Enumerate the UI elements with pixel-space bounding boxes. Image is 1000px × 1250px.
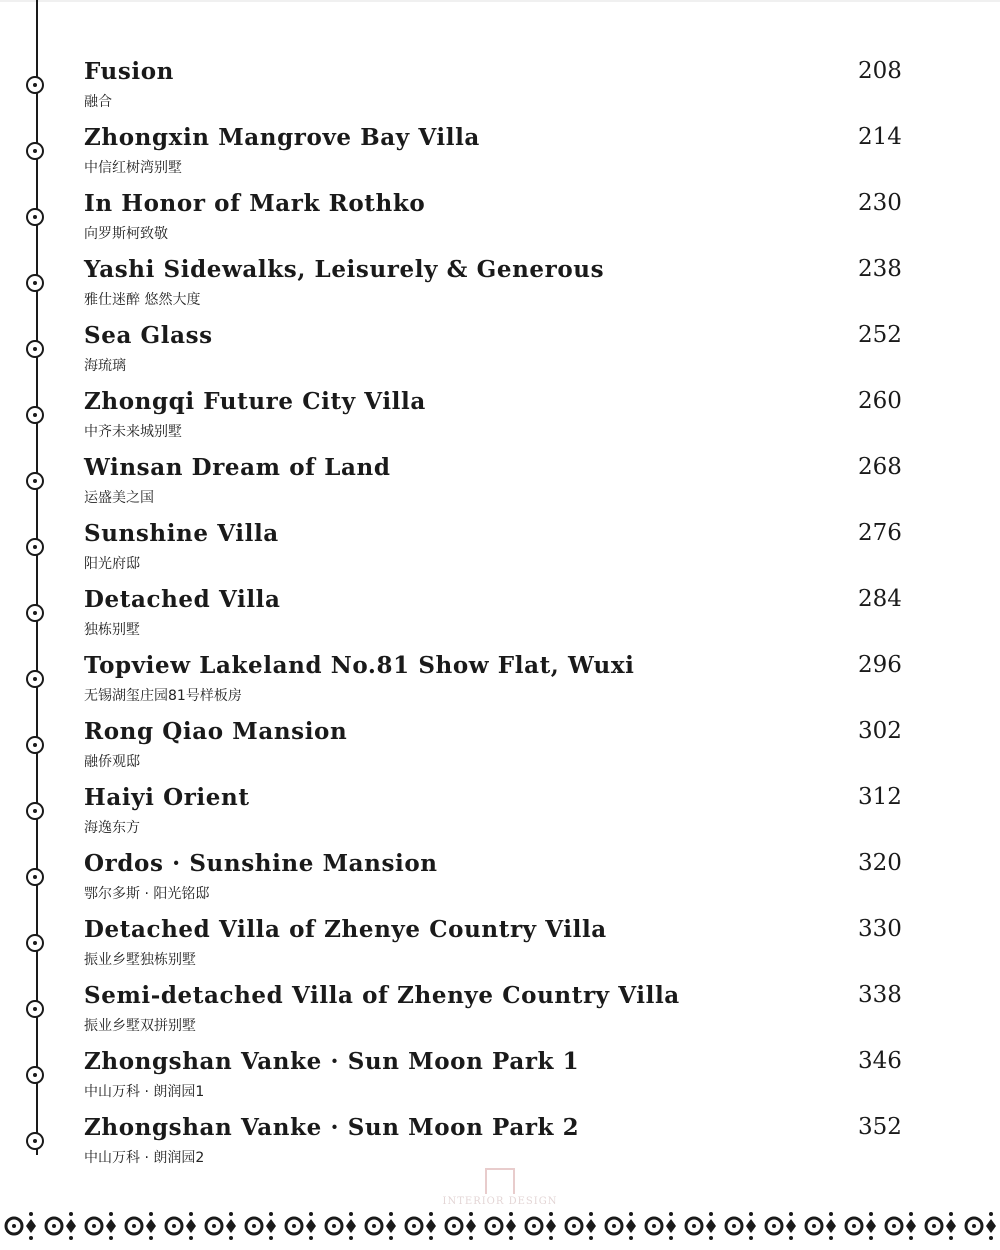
toc-entry[interactable] — [0, 1048, 1000, 1112]
entry-title-cn: 无锡湖玺庄园81号样板房 — [84, 688, 242, 704]
toc-entry[interactable] — [0, 322, 1000, 386]
bullet-circle-icon — [26, 802, 44, 820]
entry-title-cn: 融合 — [84, 94, 112, 110]
entry-title-cn: 独栋别墅 — [84, 622, 140, 638]
entry-page-number: 214 — [858, 124, 902, 150]
entry-title-en[interactable]: Detached Villa of Zhenye Country Villa — [84, 916, 607, 943]
entry-title-cn: 海琉璃 — [84, 358, 126, 374]
toc-entry[interactable] — [0, 850, 1000, 914]
toc-entry[interactable] — [0, 190, 1000, 254]
bullet-circle-icon — [26, 274, 44, 292]
entry-title-cn: 中信红树湾别墅 — [84, 160, 182, 176]
entry-title-cn: 融侨观邸 — [84, 754, 140, 770]
entry-title-en[interactable]: Haiyi Orient — [84, 784, 250, 811]
entry-page-number: 276 — [858, 520, 902, 546]
toc-entry[interactable] — [0, 124, 1000, 188]
bullet-circle-icon — [26, 868, 44, 886]
entry-page-number: 252 — [858, 322, 902, 348]
entry-page-number: 330 — [858, 916, 902, 942]
bullet-circle-icon — [26, 1132, 44, 1150]
entry-title-cn: 振业乡墅双拼别墅 — [84, 1018, 196, 1034]
decorative-border — [0, 1208, 1000, 1244]
bullet-circle-icon — [26, 76, 44, 94]
toc-entry[interactable] — [0, 520, 1000, 584]
entry-title-en[interactable]: Sunshine Villa — [84, 520, 279, 547]
entry-page-number: 284 — [858, 586, 902, 612]
entry-page-number: 320 — [858, 850, 902, 876]
entry-title-en[interactable]: Zhongqi Future City Villa — [84, 388, 426, 415]
bullet-circle-icon — [26, 340, 44, 358]
entry-title-en[interactable]: Sea Glass — [84, 322, 213, 349]
entry-title-cn: 振业乡墅独栋别墅 — [84, 952, 196, 968]
entry-title-en[interactable]: Detached Villa — [84, 586, 281, 613]
toc-entry[interactable] — [0, 256, 1000, 320]
bullet-circle-icon — [26, 142, 44, 160]
toc-entry[interactable] — [0, 982, 1000, 1046]
entry-page-number: 296 — [858, 652, 902, 678]
entry-page-number: 352 — [858, 1114, 902, 1140]
toc-entry[interactable] — [0, 916, 1000, 980]
toc-entry[interactable] — [0, 586, 1000, 650]
bullet-circle-icon — [26, 934, 44, 952]
entry-page-number: 302 — [858, 718, 902, 744]
entry-title-cn: 中齐未来城别墅 — [84, 424, 182, 440]
watermark-text: INTERIOR DESIGN — [442, 1196, 558, 1207]
toc-entry[interactable] — [0, 652, 1000, 716]
entry-title-cn: 雅仕迷醉 悠然大度 — [84, 292, 201, 308]
entry-title-en[interactable]: Topview Lakeland No.81 Show Flat, Wuxi — [84, 652, 635, 679]
bullet-circle-icon — [26, 736, 44, 754]
bullet-circle-icon — [26, 1066, 44, 1084]
entry-title-cn: 海逸东方 — [84, 820, 140, 836]
entry-title-en[interactable]: Semi-detached Villa of Zhenye Country Villa — [84, 982, 680, 1009]
entry-page-number: 230 — [858, 190, 902, 216]
bullet-circle-icon — [26, 1000, 44, 1018]
toc-entry[interactable] — [0, 784, 1000, 848]
entry-title-en[interactable]: Fusion — [84, 58, 174, 85]
entry-title-en[interactable]: Zhongxin Mangrove Bay Villa — [84, 124, 480, 151]
entry-title-en[interactable]: Rong Qiao Mansion — [84, 718, 348, 745]
entry-title-cn: 中山万科 · 朗润园1 — [84, 1084, 205, 1100]
bullet-circle-icon — [26, 538, 44, 556]
entry-page-number: 338 — [858, 982, 902, 1008]
entry-title-cn: 运盛美之国 — [84, 490, 154, 506]
watermark — [440, 1168, 560, 1208]
toc-entry[interactable] — [0, 718, 1000, 782]
entry-title-en[interactable]: In Honor of Mark Rothko — [84, 190, 426, 217]
bullet-circle-icon — [26, 472, 44, 490]
bullet-circle-icon — [26, 208, 44, 226]
entry-page-number: 260 — [858, 388, 902, 414]
entry-title-cn: 中山万科 · 朗润园2 — [84, 1150, 205, 1166]
entry-page-number: 346 — [858, 1048, 902, 1074]
entry-title-en[interactable]: Yashi Sidewalks, Leisurely & Generous — [84, 256, 605, 283]
bullet-circle-icon — [26, 670, 44, 688]
bullet-circle-icon — [26, 406, 44, 424]
toc-entry[interactable] — [0, 58, 1000, 122]
entry-title-en[interactable]: Winsan Dream of Land — [84, 454, 391, 481]
entry-title-en[interactable]: Zhongshan Vanke · Sun Moon Park 2 — [84, 1114, 580, 1141]
entry-page-number: 238 — [858, 256, 902, 282]
toc-entry[interactable] — [0, 388, 1000, 452]
entry-title-cn: 阳光府邸 — [84, 556, 140, 572]
entry-title-cn: 向罗斯柯致敬 — [84, 226, 168, 242]
bullet-circle-icon — [26, 604, 44, 622]
entry-title-cn: 鄂尔多斯 · 阳光铭邸 — [84, 886, 210, 902]
watermark-logo-icon — [485, 1168, 515, 1194]
entry-title-en[interactable]: Zhongshan Vanke · Sun Moon Park 1 — [84, 1048, 580, 1075]
toc-entry[interactable] — [0, 454, 1000, 518]
entry-page-number: 312 — [858, 784, 902, 810]
entry-page-number: 208 — [858, 58, 902, 84]
entry-title-en[interactable]: Ordos · Sunshine Mansion — [84, 850, 438, 877]
entry-page-number: 268 — [858, 454, 902, 480]
